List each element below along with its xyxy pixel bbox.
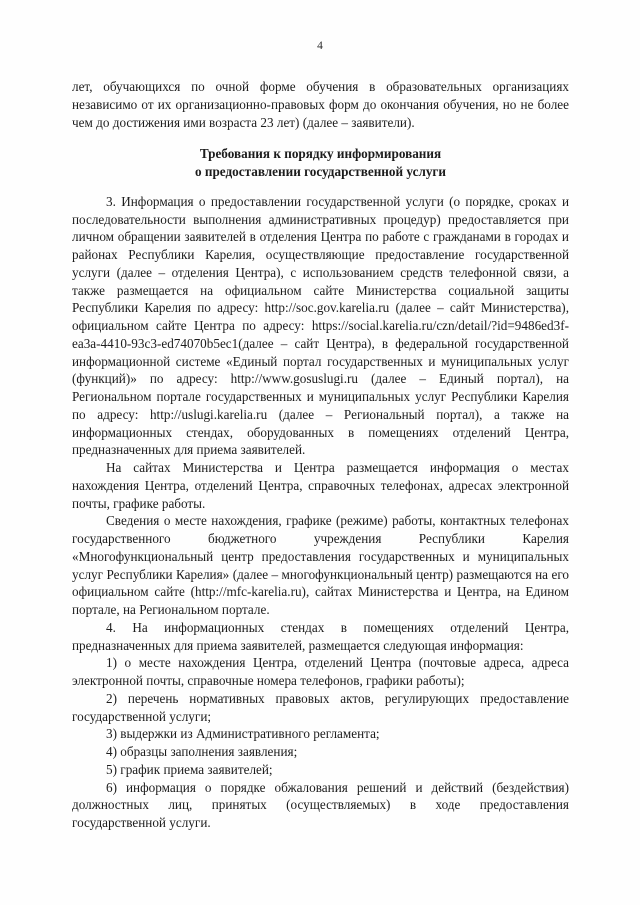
document-body [72, 78, 569, 832]
paragraph-subitem-4: 4) образцы заполнения заявления; [106, 744, 298, 759]
section-heading-line-2: о предоставлении государственной услуги [194, 164, 447, 179]
paragraph-subitem-5: 5) график приема заявителей; [106, 761, 273, 777]
paragraph-continuation: лет, обучающихся по очной форме обучения в образовательных организациях независимо от их организационно-правовых форм до окончания обучения, но не более чем до достижения ими возраста 23 лет) (далее – заявители). [72, 79, 569, 130]
paragraph-item-4: 4. На информационных стендах в помещениях отделений Центра, предназначенных для приема заявителей, размещается следующая информация: [72, 619, 569, 653]
paragraph-subitem-2: 2) перечень нормативных правовых актов, регулирующих предоставление государственной услуги; [72, 690, 569, 724]
section-heading-line-1: Требования к порядку информирования [199, 146, 442, 162]
paragraph-subitem-3: 3) выдержки из Административного регламента; [106, 726, 380, 742]
paragraph-item-3: 3. Информация о предоставлении государственной услуги (о порядке, сроках и последовательности выполнения административных процедур) предоставляется при личном обращении заявителей в отделения Центра по работе с гражданами в городах и районах Республики Карелия, осуществляющие предоставление государственной услуги (далее – отделения Центра), с использованием средств телефонной связи, а также размещается на официальном сайте Министерства социальной защиты Республики Карелия по адресу: http://soc.gov.karelia.ru (далее – сайт Министерства), официальном сайте Центра по адресу: https://social.karelia.ru/czn/detail/?id=9486ed3f-ea3a-4410-93c3-ed74070b5ec1(далее – сайт Центра), в федеральной государственной информационной системе «Единый портал государственных и муниципальных услуг (функций)» по адресу: http://www.gosuslugi.ru (далее – Единый портал), на Региональном портале государственных и муниципальных услуг Республики Карелия по адресу: http://uslugi.karelia.ru (далее – Региональный портал), а также на информационных стендах, оборудованных в помещениях отделений Центра, предназначенных для приема заявителей. [72, 193, 569, 458]
paragraph-subitem-1: 1) о месте нахождения Центра, отделений Центра (почтовые адреса, адреса электронной почты, справочные номера телефонов, графики работы); [72, 655, 569, 688]
paragraph-mfc-info: Сведения о месте нахождения, графике (режиме) работы, контактных телефонах государственного бюджетного учреждения Республики Карелия «Многофункциональный центр предоставления государственных и муниципальных услуг Республики Карелия» (далее – многофункциональный центр) размещаются на его официальном сайте (http://mfc-karelia.ru), сайтах Министерства и Центра, на Едином портале, на Региональном портале. [72, 513, 569, 617]
paragraph-subitem-6: 6) информация о порядке обжалования решений и действий (бездействия) должностных лиц, принятых (осуществляемых) в ходе предоставления государственной услуги. [72, 779, 569, 830]
paragraph-sites-info: На сайтах Министерства и Центра размещается информация о местах нахождения Центра, отделений Центра, справочных телефонах, адресах электронной почты, графике работы. [72, 460, 569, 511]
page-number: 4 [317, 40, 323, 52]
